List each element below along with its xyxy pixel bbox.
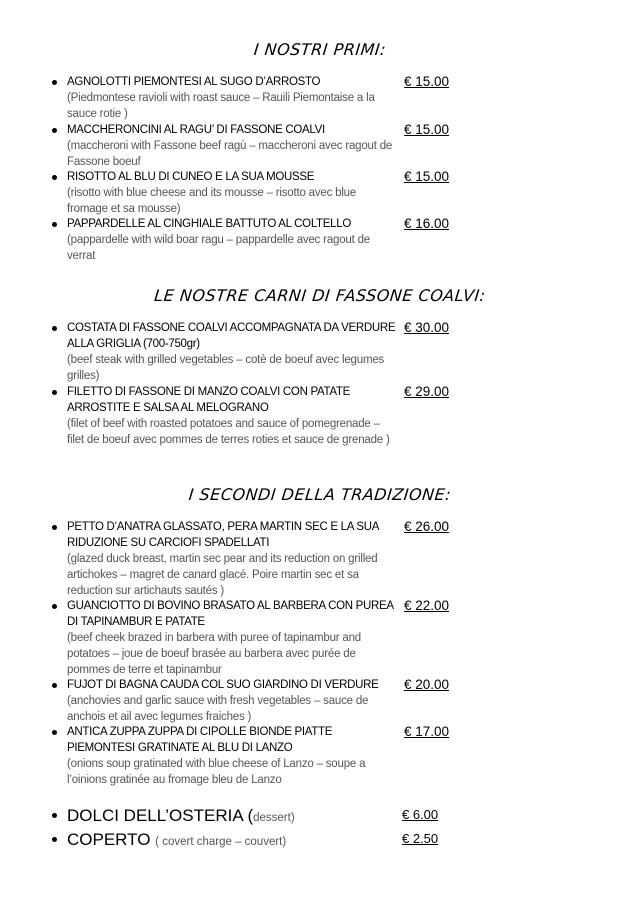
dish-price: € 26.00 xyxy=(404,519,450,534)
menu-item xyxy=(52,122,452,170)
bullet-icon xyxy=(52,390,57,395)
dish-price: € 16.00 xyxy=(404,216,450,231)
menu-item xyxy=(52,216,452,264)
dish-price: € 15.00 xyxy=(404,122,450,137)
extra-note: dessert) xyxy=(253,812,295,824)
extra-name: DOLCI DELL’OSTERIA ( xyxy=(67,806,254,825)
dish-name: RISOTTO AL BLU DI CUNEO E LA SUA MOUSSE xyxy=(67,171,315,183)
menu-item xyxy=(52,320,452,384)
bullet-icon xyxy=(52,175,57,180)
extra-note: ( covert charge – couvert) xyxy=(155,836,287,848)
dish-description: (beef cheek brazed in barbera with puree of tapinambur and potatoes – joue de boeuf brasée au barbera avec purée de pommes de terre et tapinambur xyxy=(67,632,361,676)
extra-item-coperto xyxy=(52,829,452,853)
bullet-icon xyxy=(52,525,57,530)
dish-price: € 29.00 xyxy=(404,384,450,399)
menu-item xyxy=(52,724,452,788)
menu-item xyxy=(52,384,452,448)
dish-price: € 22.00 xyxy=(404,598,450,613)
section-title-carni: LE NOSTRE CARNI DI FASSONE COALVI: xyxy=(153,286,487,305)
dish-description: (onions soup gratinated with blue cheese of Lanzo – soupe a l’oinions gratinée au fromage bleu de Lanzo xyxy=(67,758,366,786)
bullet-icon xyxy=(52,683,57,688)
extra-item-dolci xyxy=(52,805,452,829)
menu-item xyxy=(52,169,452,217)
menu-item xyxy=(52,519,452,599)
dish-description: (Piedmontese ravioli with roast sauce – Rauili Piemontaise a la sauce rotie ) xyxy=(67,92,375,120)
bullet-icon xyxy=(52,837,57,842)
bullet-icon xyxy=(52,730,57,735)
dish-name: FUJOT DI BAGNA CAUDA COL SUO GIARDINO DI VERDURE xyxy=(67,679,379,691)
dish-name: COSTATA DI FASSONE COALVI ACCOMPAGNATA DA VERDURE ALLA GRIGLIA (700-750gr) xyxy=(67,322,396,350)
extra-price: € 6.00 xyxy=(402,807,439,822)
menu-item xyxy=(52,74,452,122)
dish-description: (risotto with blue cheese and its mousse – risotto avec blue fromage et sa mousse) xyxy=(67,187,357,215)
dish-description: (beef steak with grilled vegetables – cotè de boeuf avec legumes grilles) xyxy=(67,354,385,382)
dish-description: (glazed duck breast, martin sec pear and its reduction on grilled artichokes – magret de canard glacé. Poire martin sec et sa reduction sur artichauts sautés ) xyxy=(67,553,378,597)
extra-name: COPERTO xyxy=(67,830,156,849)
dish-description: (filet of beef with roasted potatoes and sauce of pomegrenade – filet de boeuf avec pommes de terres roties et sauce de grenade ) xyxy=(67,418,390,446)
extra-price: € 2.50 xyxy=(402,831,439,846)
bullet-icon xyxy=(52,222,57,227)
dish-price: € 17.00 xyxy=(404,724,450,739)
bullet-icon xyxy=(52,604,57,609)
dish-description: (pappardelle with wild boar ragu – pappardelle avec ragout de verrat xyxy=(67,234,370,262)
dish-name: AGNOLOTTI PIEMONTESI AL SUGO D’ARROSTO xyxy=(67,76,321,88)
section-title-secondi: I SECONDI DELLA TRADIZIONE: xyxy=(187,485,453,504)
dish-name: ANTICA ZUPPA ZUPPA DI CIPOLLE BIONDE PIATTE PIEMONTESI GRATINATE AL BLU DI LANZO xyxy=(67,726,333,754)
dish-price: € 15.00 xyxy=(404,169,450,184)
dish-name: PETTO D’ANATRA GLASSATO, PERA MARTIN SEC E LA SUA RIDUZIONE SU CARCIOFI SPADELLATI xyxy=(67,521,379,549)
bullet-icon xyxy=(52,326,57,331)
bullet-icon xyxy=(52,80,57,85)
dish-price: € 20.00 xyxy=(404,677,450,692)
section-title-primi: I NOSTRI PRIMI: xyxy=(252,40,388,59)
menu-item xyxy=(52,598,452,678)
dish-price: € 15.00 xyxy=(404,74,450,89)
dish-name: MACCHERONCINI AL RAGU’ DI FASSONE COALVI xyxy=(67,124,325,136)
dish-name: PAPPARDELLE AL CINGHIALE BATTUTO AL COLTELLO xyxy=(67,218,351,230)
bullet-icon xyxy=(52,128,57,133)
dish-description: (anchovies and garlic sauce with fresh vegetables – sauce de anchois et ail avec legumes fraiches ) xyxy=(67,695,369,723)
dish-name: FILETTO DI FASSONE DI MANZO COALVI CON PATATE ARROSTITE E SALSA AL MELOGRANO xyxy=(67,386,350,414)
bullet-icon xyxy=(52,813,57,818)
dish-price: € 30.00 xyxy=(404,320,450,335)
menu-item xyxy=(52,677,452,725)
dish-name: GUANCIOTTO DI BOVINO BRASATO AL BARBERA CON PUREA DI TAPINAMBUR E PATATE xyxy=(67,600,394,628)
dish-description: (maccheroni with Fassone beef ragù – maccheroni avec ragout de Fassone boeuf xyxy=(67,140,393,168)
